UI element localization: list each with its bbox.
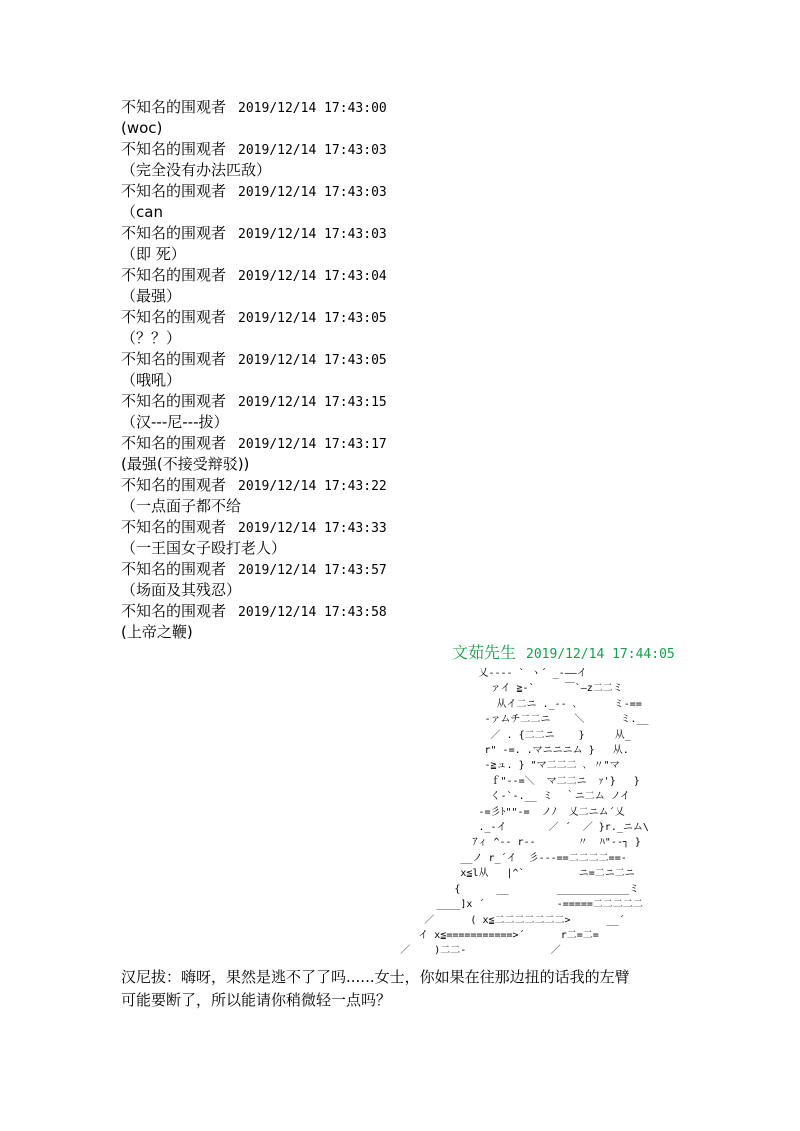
comment-text: （场面及其残忍）: [121, 581, 242, 599]
comment-author: 不知名的围观者: [121, 140, 227, 158]
comment-header: [121, 265, 721, 286]
post-timestamp: 2019/12/14 17:44:05: [526, 647, 675, 662]
comment-timestamp: 2019/12/14 17:43:17: [238, 437, 387, 452]
paragraph-line: 汉尼拔：嗨呀，果然是逃不了了吗......女士，你如果在往那边扭的话我的左臂: [121, 968, 630, 986]
comment-timestamp: 2019/12/14 17:43:15: [238, 395, 387, 410]
comment-header: [121, 139, 721, 160]
comment-text: （哦吼）: [121, 371, 182, 389]
comment-list: [121, 97, 721, 643]
comment-author: 不知名的围观者: [121, 266, 227, 284]
comment-header: [121, 97, 721, 118]
comment-header: [121, 223, 721, 244]
comment-header: [121, 349, 721, 370]
comment-text: （？？）: [121, 329, 182, 347]
comment-timestamp: 2019/12/14 17:43:04: [238, 269, 387, 284]
comment-header: [121, 475, 721, 496]
comment-timestamp: 2019/12/14 17:43:03: [238, 227, 387, 242]
comment-text: （一点面子都不给: [121, 497, 242, 515]
comment-text: （最强）: [121, 287, 182, 305]
comment-author: 不知名的围观者: [121, 476, 227, 494]
ascii-art: 乂---- ` ヽ´ _-――イ ァイ ≧-` ￣`―z二二ミ 从イ二ニ ._-- ､ ミ-== -ァムチ二二ニ ＼ ミ.__ ／ . {二二ニ } 从_ r" -=. .マニニニム } 从. -≧ュ. } "マ二二二 ､ 〃"マ ｆ"--=＼ マ二二ニ ｧ'} } く-`-.__ ミ ｀ニ二ム ノイ -=彡ﾄ""-= ノﾉ 乂二ニム´乂 ._-イ ／ ´ ／ }r._ニム\ ｱィ ^-- r-- 〃 ﾊ"--┐ } __ノ r_´イ 彡---==二二二二==- x≦l从 |^` ニ=二ニ二ニ { __ ____________ミ ____]x ´ -=====二二二二二 ／ ( x≦二二二二二二二> __´ イ x≦===========>´ r二=二= ／ )二二- ／: [400, 668, 649, 957]
comment-timestamp: 2019/12/14 17:43:05: [238, 311, 387, 326]
comment-timestamp: 2019/12/14 17:43:22: [238, 479, 387, 494]
post-author: 文茹先生: [452, 643, 517, 662]
comment-text: （can: [121, 203, 163, 221]
paragraph-line: 可能要断了，所以能请你稍微轻一点吗？: [121, 991, 392, 1009]
comment-author: 不知名的围观者: [121, 560, 227, 578]
comment-author: 不知名的围观者: [121, 182, 227, 200]
comment-header: [121, 517, 721, 538]
comment-author: 不知名的围观者: [121, 224, 227, 242]
comment-author: 不知名的围观者: [121, 308, 227, 326]
comment-text: （完全没有办法匹敌）: [121, 161, 272, 179]
comment-text: (上帝之鞭): [121, 623, 193, 641]
comment-timestamp: 2019/12/14 17:43:05: [238, 353, 387, 368]
comment-timestamp: 2019/12/14 17:43:03: [238, 185, 387, 200]
comment-header: [121, 601, 721, 622]
comment-header: [121, 433, 721, 454]
comment-author: 不知名的围观者: [121, 392, 227, 410]
post-header: [452, 642, 675, 664]
comment-author: 不知名的围观者: [121, 434, 227, 452]
comment-author: 不知名的围观者: [121, 602, 227, 620]
comment-header: [121, 391, 721, 412]
comment-header: [121, 307, 721, 328]
story-paragraph: [121, 966, 686, 1012]
comment-text: （一王国女子殴打老人）: [121, 539, 287, 557]
comment-text: (woc): [121, 119, 163, 137]
comment-author: 不知名的围观者: [121, 98, 227, 116]
comment-timestamp: 2019/12/14 17:43:00: [238, 101, 387, 116]
comment-text: （汉---尼---拔）: [121, 413, 229, 431]
comment-author: 不知名的围观者: [121, 518, 227, 536]
comment-timestamp: 2019/12/14 17:43:57: [238, 563, 387, 578]
comment-text: （即 死）: [121, 245, 186, 263]
comment-timestamp: 2019/12/14 17:43:58: [238, 605, 387, 620]
comment-text: (最强(不接受辩驳)): [121, 455, 250, 473]
comment-timestamp: 2019/12/14 17:43:33: [238, 521, 387, 536]
comment-header: [121, 559, 721, 580]
comment-header: [121, 181, 721, 202]
comment-author: 不知名的围观者: [121, 350, 227, 368]
comment-timestamp: 2019/12/14 17:43:03: [238, 143, 387, 158]
